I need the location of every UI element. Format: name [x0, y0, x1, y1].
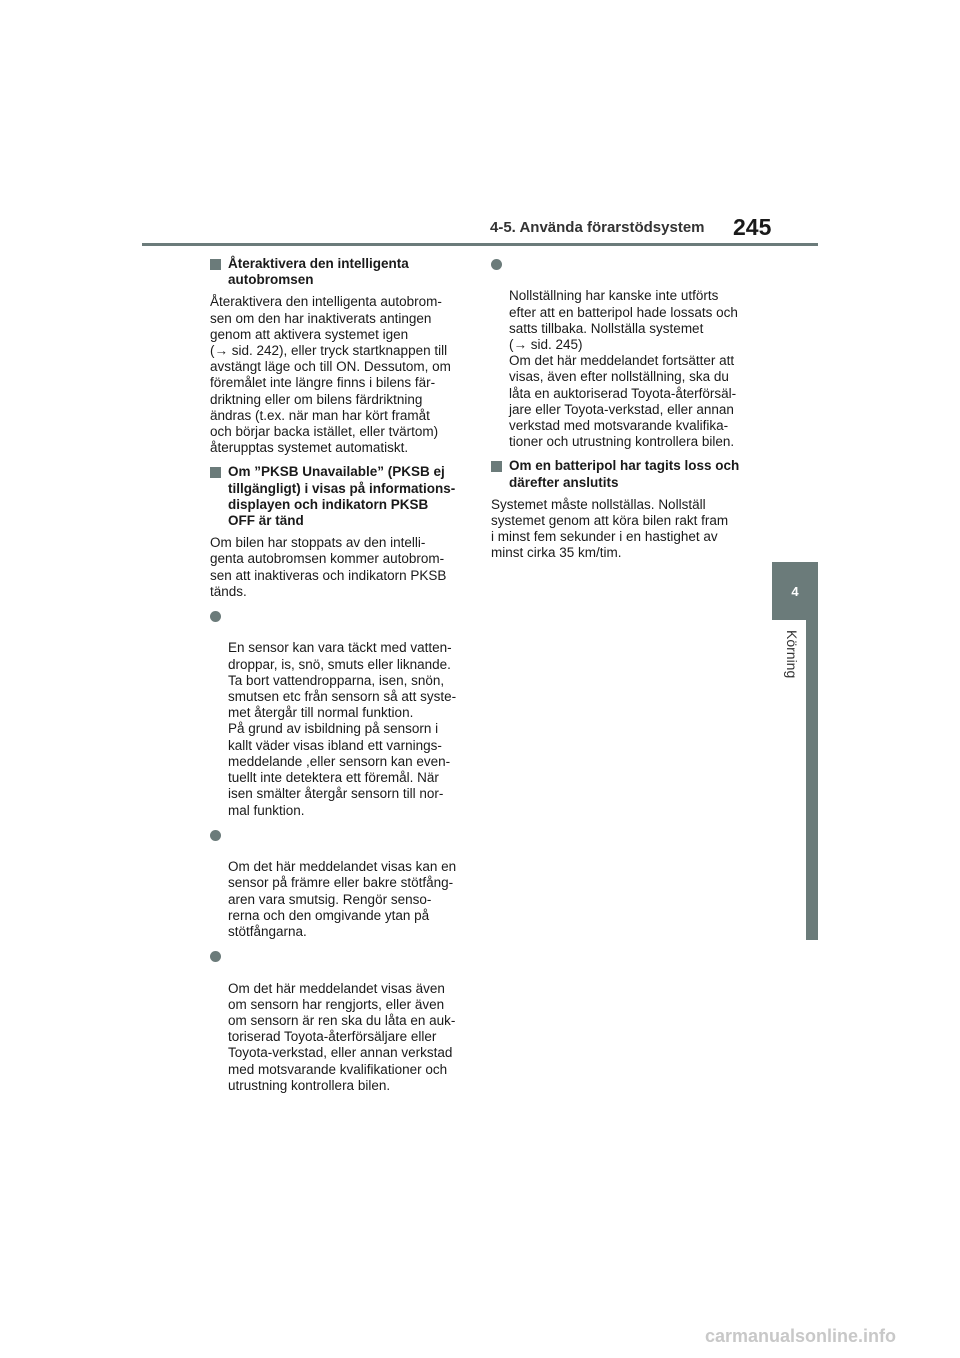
circle-bullet-icon	[210, 611, 221, 622]
list-item	[210, 827, 468, 940]
circle-bullet-icon	[210, 830, 221, 841]
section-heading	[210, 256, 468, 288]
section-heading	[491, 458, 749, 490]
circle-bullet-icon	[491, 259, 502, 270]
section-heading	[210, 464, 468, 529]
list-item-text: En sensor kan vara täckt med vatten- droppar, is, snö, smuts eller liknande. Ta bort vattendropparna, isen, snön, smutsen etc från sensorn så att syste- met återgår till normal funktion. På grund av isbildning på sensorn i kallt väder visas ibland ett varnings- meddelande ,eller sensorn kan even- tuellt inte detektera ett föremål. När isen smälter återgår sensorn till nor- mal funktion.	[228, 640, 457, 818]
list-item	[210, 608, 468, 819]
chapter-label: Körning	[784, 630, 800, 679]
chapter-tab[interactable]	[772, 562, 818, 620]
square-bullet-icon	[491, 461, 502, 472]
body-paragraph: Återaktivera den intelligenta autobrom- sen om den har inaktiverats antingen genom att aktivera systemet igen (→ sid. 242), eller tryck startknappen till avstängt läge och till ON. Dessutom, om föremålet inte längre finns i bilens fär- driktning eller om bilens färdriktning ändras (t.ex. när man har kört framåt och börjar backa istället, eller tvärtom) återupptas systemet automatiskt.	[210, 294, 451, 456]
heading-text: Om en batteripol har tagits loss och därefter anslutits	[509, 458, 740, 490]
chapter-number: 4	[791, 583, 799, 599]
chapter-side-bar	[806, 620, 818, 940]
list-item-text: Om det här meddelandet visas även om sensorn har rengjorts, eller även om sensorn är ren ska du låta en auk- toriserad Toyota-återförsäljare eller Toyota-verkstad, eller annan verkstad med motsvarande kvalifikationer och utrustning kontrollera bilen.	[228, 980, 456, 1093]
body-paragraph: Om bilen har stoppats av den intelli- genta autobromsen kommer autobrom- sen att inaktiveras och indikatorn PKSB tänds.	[210, 535, 447, 599]
watermark: carmanualsonline.info	[705, 1326, 897, 1346]
list-item	[491, 256, 749, 450]
circle-bullet-icon	[210, 951, 221, 962]
header-divider	[142, 243, 818, 246]
list-item-text: Nollställning har kanske inte utförts efter att en batteripol hade lossats och satts tillbaka. Nollställa systemet (→ sid. 245) Om det här meddelandet fortsätter att visas, även efter nollställning, ska du låta en auktoriserad Toyota-återförsäl- jare eller Toyota-verkstad, eller annan verkstad med motsvarande kvalifika- tioner och utrustning kontrollera bilen.	[509, 288, 738, 450]
left-column	[210, 256, 468, 1102]
section-title: 4-5. Använda förarstödsystem	[490, 219, 705, 236]
right-column	[491, 256, 749, 570]
page-number: 245	[733, 214, 772, 240]
heading-text: Återaktivera den intelligenta autobromsen	[228, 256, 409, 288]
list-item	[210, 948, 468, 1094]
square-bullet-icon	[210, 259, 221, 270]
body-paragraph: Systemet måste nollställas. Nollställ systemet genom att köra bilen rakt fram i minst fem sekunder i en hastighet av minst cirka 35 km/tim.	[491, 496, 729, 561]
square-bullet-icon	[210, 467, 221, 478]
list-item-text: Om det här meddelandet visas kan en sensor på främre eller bakre stötfång- aren vara smutsig. Rengör senso- rerna och den omgivande ytan på stötfångarna.	[228, 859, 457, 939]
heading-text: Om ”PKSB Unavailable” (PKSB ej tillgängligt) i visas på informations- displayen och indikatorn PKSB OFF är tänd	[228, 464, 456, 529]
